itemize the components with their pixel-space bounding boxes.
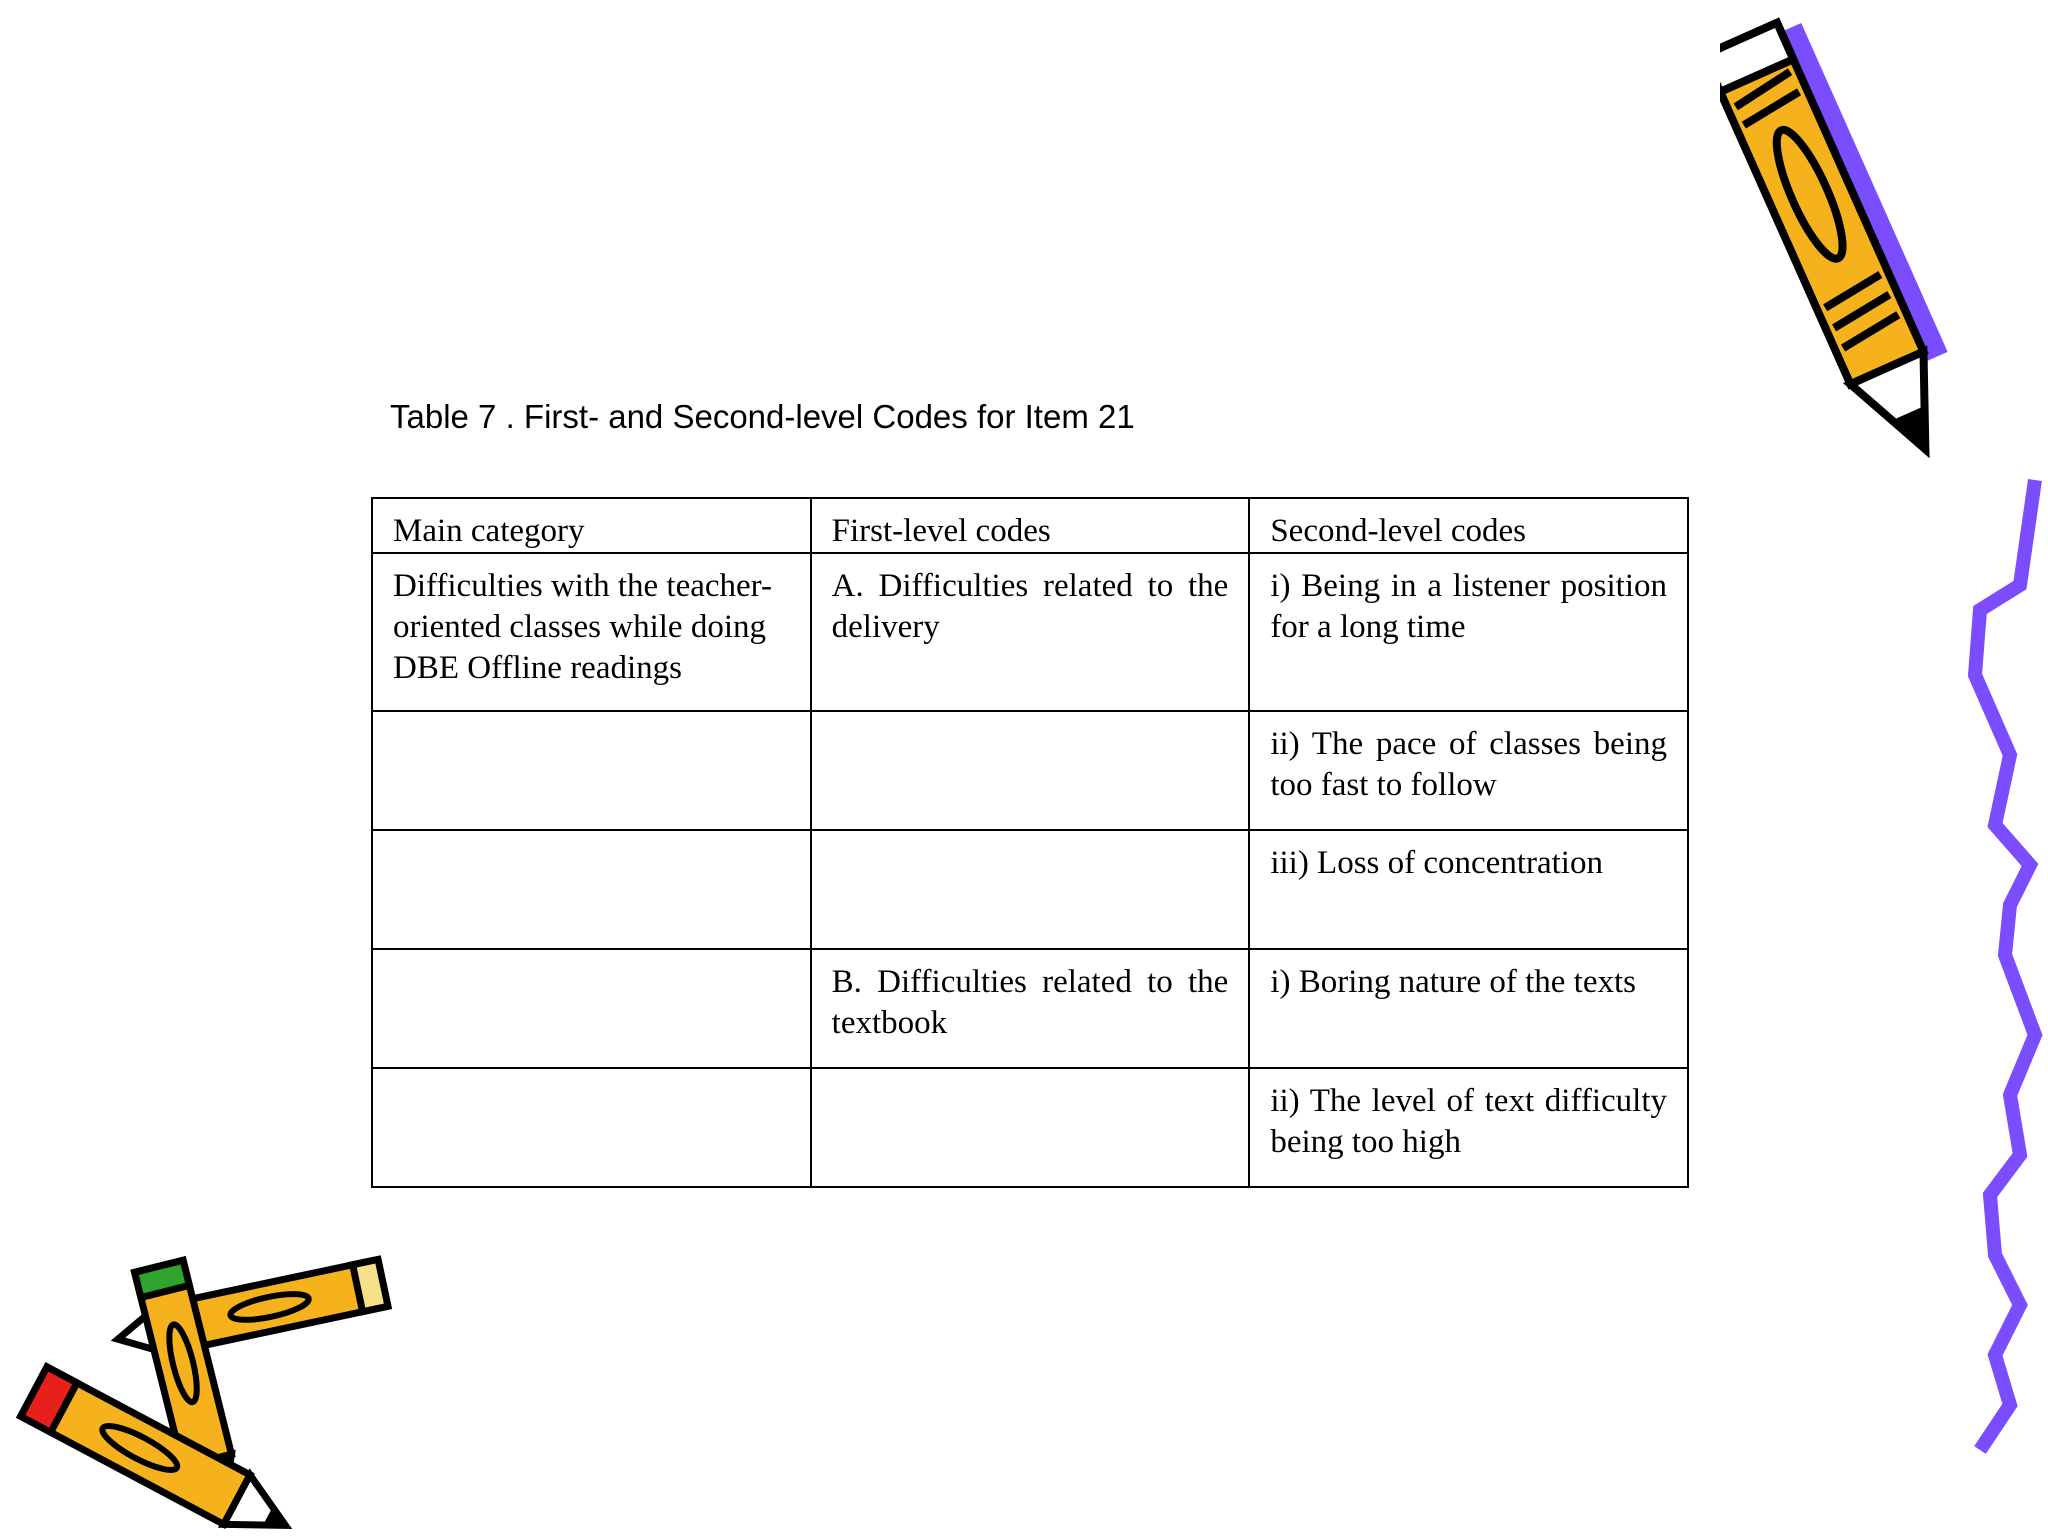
table-cell: i) Being in a listener position for a long time xyxy=(1249,553,1688,711)
table-cell: iii) Loss of concentration xyxy=(1249,830,1688,949)
table-cell: Difficulties with the teacher-oriented classes while doing DBE Offline readings xyxy=(372,553,811,711)
table-cell xyxy=(811,711,1250,830)
table-row xyxy=(372,830,1688,949)
table-cell: i) Boring nature of the texts xyxy=(1249,949,1688,1068)
table-cell: ii) The level of text difficulty being too high xyxy=(1249,1068,1688,1187)
crossed-pencils-clipart-icon xyxy=(0,1240,420,1536)
codes-table xyxy=(371,497,1689,1188)
table-row xyxy=(372,949,1688,1068)
table-header-row xyxy=(372,498,1688,553)
table-row xyxy=(372,711,1688,830)
table-cell: B. Difficulties related to the textbook xyxy=(811,949,1250,1068)
pencil-clipart-icon xyxy=(1720,0,2020,500)
table-cell xyxy=(811,830,1250,949)
table-cell: A. Difficulties related to the delivery xyxy=(811,553,1250,711)
table-cell xyxy=(811,1068,1250,1187)
header-first-level-codes: First-level codes xyxy=(811,498,1250,553)
header-second-level-codes: Second-level codes xyxy=(1249,498,1688,553)
table-row xyxy=(372,1068,1688,1187)
table-row xyxy=(372,553,1688,711)
table-cell xyxy=(372,830,811,949)
table-cell xyxy=(372,1068,811,1187)
header-main-category: Main category xyxy=(372,498,811,553)
table-cell xyxy=(372,711,811,830)
squiggle-decoration-icon xyxy=(1950,475,2045,1455)
table-cell xyxy=(372,949,811,1068)
table-cell: ii) The pace of classes being too fast to follow xyxy=(1249,711,1688,830)
table-caption: Table 7 . First- and Second-level Codes for Item 21 xyxy=(390,398,1135,435)
